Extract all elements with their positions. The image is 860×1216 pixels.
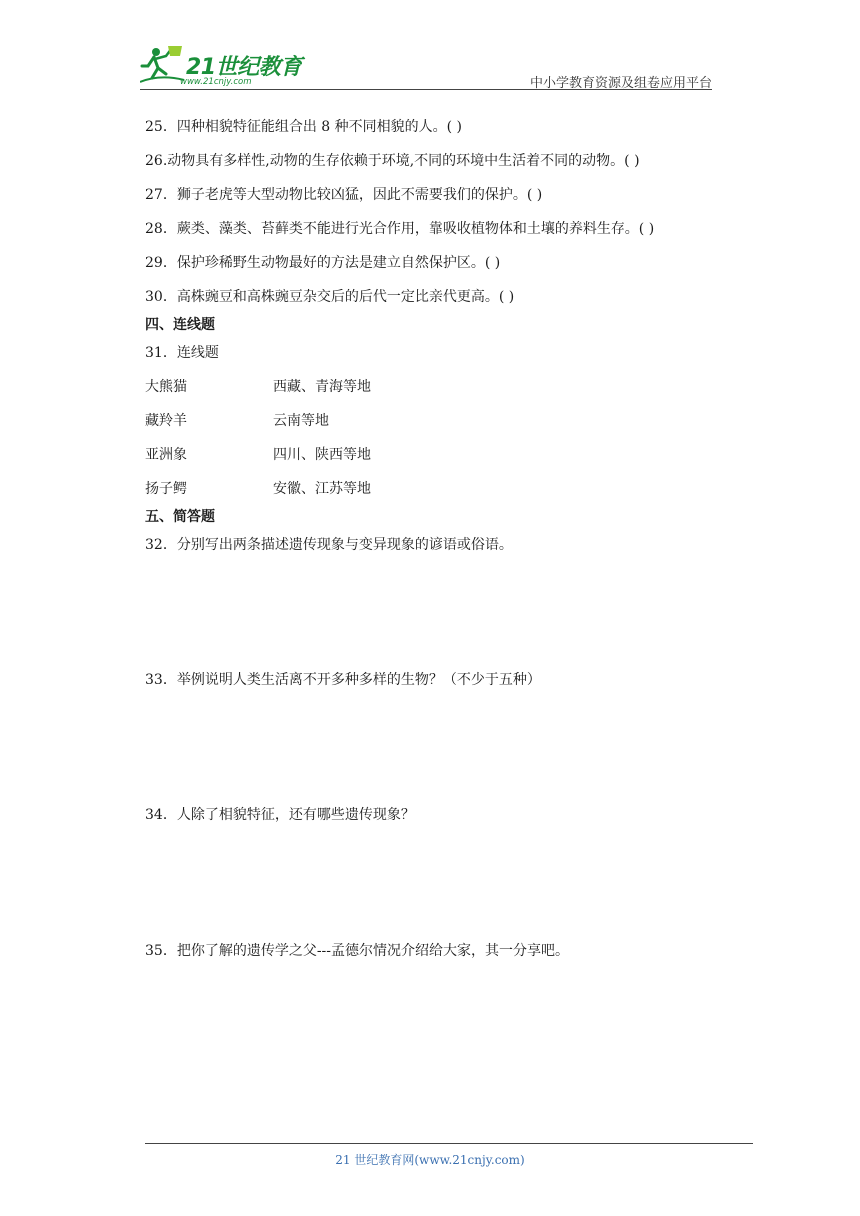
question-33: 33．举例说明人类生活离不开多种多样的生物？（不少于五种）	[145, 672, 541, 688]
question-27: 27．狮子老虎等大型动物比较凶猛，因此不需要我们的保护。( )	[145, 187, 543, 203]
match-left-item: 藏羚羊	[145, 413, 187, 429]
match-left-item: 亚洲象	[145, 447, 187, 463]
section-5-title: 五、简答题	[145, 509, 215, 525]
match-right-item: 四川、陕西等地	[273, 447, 371, 463]
match-left-item: 大熊猫	[145, 379, 187, 395]
logo-title: 21世纪教育	[186, 55, 302, 80]
question-28: 28．蕨类、藻类、苔藓类不能进行光合作用，靠吸收植物体和土壤的养料生存。( )	[145, 221, 655, 237]
question-35: 35．把你了解的遗传学之父---孟德尔情况介绍给大家，其一分享吧。	[145, 943, 570, 959]
site-logo	[140, 44, 310, 90]
question-25: 25．四种相貌特征能组合出 8 种不同相貌的人。( )	[145, 119, 462, 135]
section-4-title: 四、连线题	[145, 317, 215, 333]
platform-name: 中小学教育资源及组卷应用平台	[529, 76, 712, 91]
footer-text: 21 世纪教育网(www.21cnjy.com)	[335, 1153, 525, 1167]
question-29: 29．保护珍稀野生动物最好的方法是建立自然保护区。( )	[145, 255, 501, 271]
logo-url: www.21cnjy.com	[180, 77, 252, 87]
question-31: 31．连线题	[145, 345, 219, 361]
question-26: 26.动物具有多样性,动物的生存依赖于环境,不同的环境中生活着不同的动物。( )	[145, 153, 640, 169]
match-left-item: 扬子鳄	[145, 481, 187, 497]
question-32: 32．分别写出两条描述遗传现象与变异现象的谚语或俗语。	[145, 537, 513, 553]
footer-divider	[145, 1143, 753, 1144]
match-right-item: 安徽、江苏等地	[273, 481, 371, 497]
question-34: 34．人除了相貌特征，还有哪些遗传现象？	[145, 807, 415, 823]
match-right-item: 云南等地	[273, 413, 329, 429]
question-30: 30．高株豌豆和高株豌豆杂交后的后代一定比亲代更高。( )	[145, 289, 515, 305]
page-header	[140, 44, 712, 90]
match-right-item: 西藏、青海等地	[273, 379, 371, 395]
header-divider	[140, 89, 712, 90]
